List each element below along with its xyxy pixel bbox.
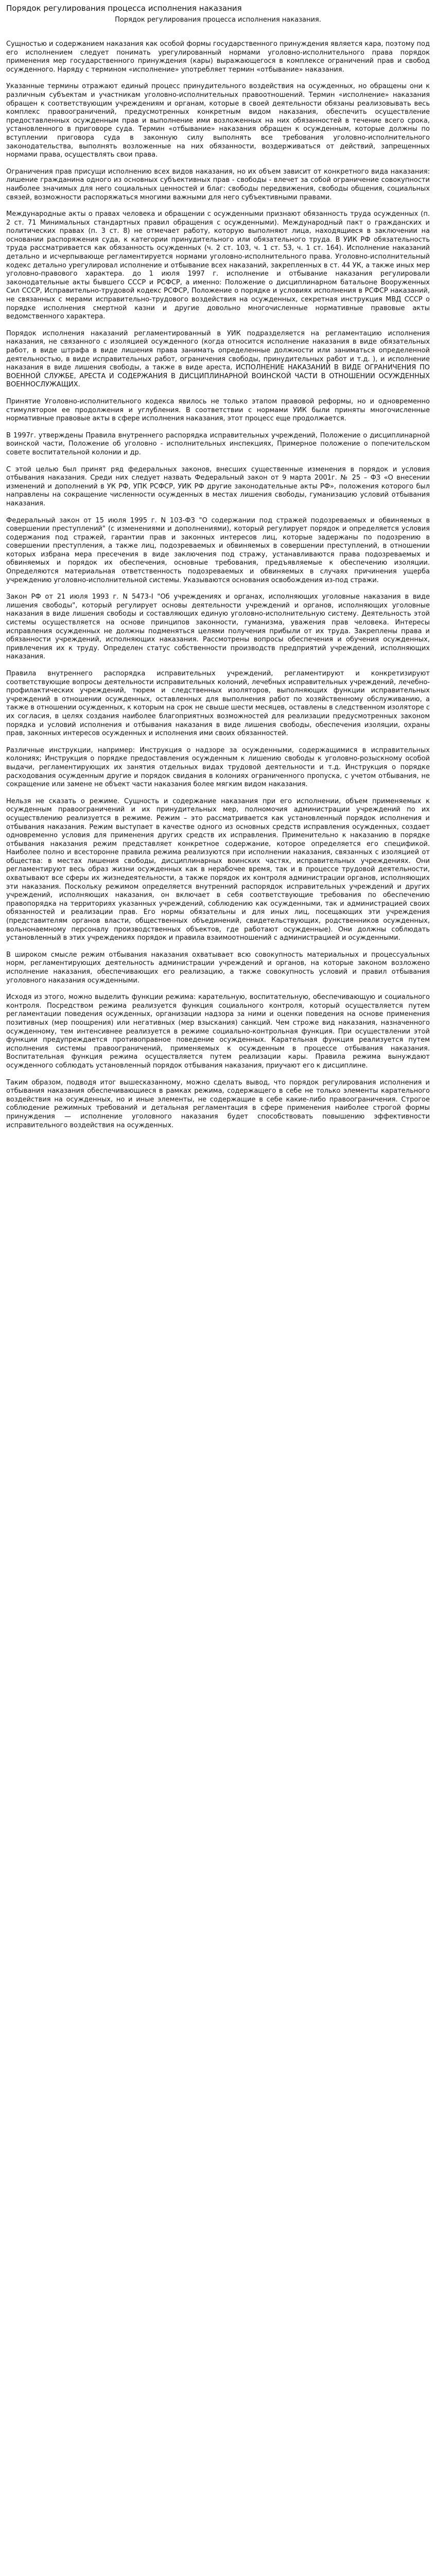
document-page (0, 0, 436, 1144)
paragraph: Международные акты о правах человека и обращении с осужденными признают обязанность труда осужденных (п. 2 ст. 71 Минимальных стандартных правил обращения с осужденными). Международный пакт о гражданских и политических правах (п. 3 ст. 8) не отмечает работу, которую выполняют лица, находящиеся в заключении на основании распоряжения суда, к категории принудительного или обязательного труда. В УИК РФ обязательность труда рассматривается как обязанность осужденных (ч. 2 ст. 103, ч. 1 ст. 53, ч. 1 ст. 164). Исполнение наказаний детально и исчерпывающе регламентируется нормами уголовно-исполнительного права. Уголовно-исполнительный кодекс детально урегулировал исполнение и отбывание всех наказаний, закрепленных в ст. 44 УК, а также иных мер уголовно-правового характера. до 1 июля 1997 г. исполнение и отбывание наказания регулировали законодательные акты бывшего СССР и РСФСР, а именно: Положение о дисциплинарном батальоне Вооруженных Сил СССР, Исправительно-трудовой кодекс РСФСР, Положение о порядке и условиях исполнения в РСФСР наказаний, не связанных с мерами исправительно-трудового воздействия на осужденных, секретная инструкция МВД СССР о порядке исполнения смертной казни и другие довольно многочисленные нормативные правовые акты ведомственного характера. (6, 210, 430, 321)
paragraph: Правила внутреннего распорядка исправительных учреждений, регламентируют и конкретизируют соответствующие вопросы деятельности исправительных колоний, лечебных исправительных учреждений, лечебно-профилактических учреждений, тюрем и следственных изоляторов, выполняющих функции исправительных учреждений в отношении осужденных, оставленных для выполнения работ по хозяйственному обслуживанию, а также в отношении осужденных, к которым на срок не свыше шести месяцев, оставлены в следственном изоляторе с их согласия, в целях создания наиболее благоприятных возможностей для реализации предусмотренных законом порядка и условий исполнения и отбывания наказания в виде лишения свободы, обеспечения изоляции, охраны прав, законных интересов осужденных и исполнения ими своих обязанностей. (6, 670, 430, 738)
paragraph: Закон РФ от 21 июля 1993 г. N 5473-I "Об учреждениях и органах, исполняющих уголовные наказания в виде лишения свободы", который регулирует основы деятельности учреждений и органов, исполняющих уголовные наказания в виде лишения свободы и составляющих единую уголовно-исполнительную систему. Деятельность этой системы осуществляется на основе принципов законности, гуманизма, уважения прав человека. Интересы исправления осужденных не должны подменяться целями получения прибыли от их труда. Закреплены права и обязанности учреждений, исполняющих наказания. Рассмотрены вопросы обеспечения и обучения осужденных, привлечения их к труду. Определен статус собственности производств предприятий учреждений, исполняющих наказания. (6, 593, 430, 661)
paragraph: Сущностью и содержанием наказания как особой формы государственного принуждения является кара, поэтому под его исполнением следует понимать урегулированный нормами уголовно-исполнительного права порядок применения мер государственного принуждения (кары) выражающегося в комплексе ограничений прав и свобод осужденного. Наряду с термином «исполнение» употребляет термин «отбывание» наказания. (6, 40, 430, 74)
paragraph: Принятие Уголовно-исполнительного кодекса явилось не только этапом правовой реформы, но и одновременно стимулятором ее продолжения и углубления. В соответствии с нормами УИК были приняты многочисленные нормативные правовые акты в сфере исполнения наказания, этот процесс еще продолжается. (6, 397, 430, 423)
paragraph: Порядок исполнения наказаний регламентированный в УИК подразделяется на регламентацию исполнения наказания, не связанного с изоляцией осужденного (когда относится исполнение наказания в виде обязательных работ, в виде штрафа в виде лишения права занимать определенные должности или заниматься определенной деятельностью, в виде исправительных работ, ограничения свободы, принудительных работ и т.д. ), и исполнение наказания в виде лишения свободы, а также в виде ареста, ИСПОЛНЕНИЕ НАКАЗАНИЙ В ВИДЕ ОГРАНИЧЕНИЯ ПО ВОЕННОЙ СЛУЖБЕ, АРЕСТА И СОДЕРЖАНИЯ В ДИСЦИПЛИНАРНОЙ ВОИНСКОЙ ЧАСТИ В ОТНОШЕНИИ ОСУЖДЕННЫХ ВОЕННОСЛУЖАЩИХ. (6, 329, 430, 389)
paragraph: С этой целью был принят ряд федеральных законов, внесших существенные изменения в порядок и условия отбывания наказания. Среди них следует назвать Федеральный закон от 9 марта 2001г. № 25 – ФЗ «О внесении изменений и дополнений в УК РФ, УПК РСФСР, УИК РФ другие законодательные акты РФ», положения которого был направлены на сокращение численности осужденных в местах лишения свободы, гуманизацию условий отбывания наказания. (6, 465, 430, 507)
paragraph: Таким образом, подводя итог вышесказанному, можно сделать вывод, что порядок регулирования исполнения и отбывания наказания обеспечивающиеся в рамках режима, содержащего в себе не только элементы карательного воздействия на осужденных, но и иные элементы, не содержащие в себе какие-либо правоограничения. Строгое соблюдение режимных требований и детальная регламентация в сфере применения наиболее строгой формы принуждения — исполнение уголовного наказания будет способствовать повышению эффективности исправительного воздействия на осужденных. (6, 1078, 430, 1129)
paragraph: Нельзя не сказать о режиме. Сущность и содержание наказания при его исполнении, объем применяемых к осужденным правоограничений и их принудительных мер, полномочия администрации учреждений по их осуществлению реализуется в режиме. Режим – это рассматривается как установленный порядок исполнения и отбывания наказания. Режим выступает в качестве одного из основных средств исправления осужденных, создает одновременно условия для применения других средств их исправления. Применительно к наказанию в порядке отбывания наказания режим представляет конкретное содержание, которое определяется его спецификой. Наиболее полно и всесторонне правила режима реализуются при исполнении наказания, связанных с изоляцией от общества: в местах лишения свободы, дисциплинарных воинских частях, исправительных учреждениях. Они регламентируют весь образ жизни осужденных как в нерабочее время, так и в процессе трудовой деятельности, охватывают все сферы их жизнедеятельности, а также порядок их контроля администрации органов, исполняющих эти наказания. Поскольку режимом определяется внутренний распорядок исправительных учреждений и других учреждений, исполняющих наказания, он включает в себя соответствующие требования по обеспечению правопорядка на территориях указанных учреждений, соблюдению как осужденными, так и администрацией своих обязанностей и реализации прав. Его нормы обязательны и для иных лиц, посещающих эти учреждения (представителям органов власти, общественных объединений, свидетельствующих, родственников осужденных, вольнонаемному персоналу производственных объектов, где работают осужденные). Они должны соблюдать установленный в этих учреждениях порядок и правила взаимоотношений с администрацией и осужденными. (6, 797, 430, 942)
page-title: Порядок регулирования процесса исполнения наказания (6, 4, 242, 13)
paragraph: Указанные термины отражают единый процесс принудительного воздействия на осужденных, но обращены они к различным субъектам и участникам уголовно-исполнительных правоотношений. Термин «исполнение» наказания обращен к соответствующим учреждениям и органам, которые в своей деятельности обязаны реализовывать весь комплекс правоограничений, предусмотренных конкретным видом наказания, обеспечить осуществление предоставленных осужденным прав и выполнение ими возложенных на них обязанностей в течение всего срока, установленного в приговоре суда. Термин «отбывание» наказания обращен к осужденным, которые должны по вступлении приговора суда в законную силу выполнять все требования уголовно-исполнительного законодательства, выполнять возложенные на них обязанности, воздерживаться от действий, запрещенных нормами права, осуществлять свои права. (6, 82, 430, 159)
paragraph: Различные инструкции, например: Инструкция о надзоре за осужденными, содержащимися в исправительных колониях; Инструкция о порядке предоставления осужденным к лишению свободы к уголовно-розыскному особой выдачи, регламентирующих их занятия отдельных видах трудовой деятельности и т.д. Инструкция о порядке расходования осужденным другие и порядок свидания в колониях ограниченного пропуска, с учетом отбывания, не сокращение или замене не объект части наказания более мягким видом наказания. (6, 746, 430, 789)
paragraph: Исходя из этого, можно выделить функции режима: карательную, воспитательную, обеспечивающую и социального контроля. Посредством режима реализуется функция социального контроля, который осуществляется путем регламентации поведения осужденных, организации надзора за ними и оценки поведения на основе применения позитивных (мер поощрения) или негативных (мер взыскания) санкций. Чем строже вид наказания, назначенного осужденному, тем интенсивнее реализуется в режиме социально-контрольная функция. При осуществлении этой функции предупреждается противоправное поведение осужденных. Карательная функция реализуется путем исполнения системы правоограничений, применяемых к осужденным в процессе отбывания наказания. Воспитательная функция режима осуществляется путем реализации кары. Правила режима вынуждают осужденного соблюдать установленный порядок отбывания наказания, приучают его к дисциплине. (6, 993, 430, 1070)
paragraph: В широком смысле режим отбывания наказания охватывает всю совокупность материальных и процессуальных норм, регламентирующих деятельность администрации учреждений и органов, на которые законом возложено исполнение наказания, обеспечивающих его реализацию, а также совокупность условий и правил отбывания уголовного наказания осужденными. (6, 951, 430, 985)
paragraph: Федеральный закон от 15 июля 1995 г. N 103-ФЗ "О содержании под стражей подозреваемых и обвиняемых в совершении преступлений" (с изменениями и дополнениями), который регулирует порядок и определяется условия содержания под стражей, гарантии прав и законных интересов лиц, которые задержаны по подозрению в совершении преступления, а также лиц, подозреваемых и обвиняемых в совершении преступлений, в отношении которых избрана мера пресечения в виде заключения под стражу, устанавливаются права подозреваемых и обвиняемых и порядок их обеспечения, основные требования, предъявляемые к обеспечению изоляции. Определяются материальная ответственность подозреваемых и обвиняемых в случаях причинения ущерба учреждению уголовно-исполнительной системы. Указываются основания освобождения из-под стражи. (6, 516, 430, 584)
paragraph: В 1997г. утверждены Правила внутреннего распорядка исправительных учреждений, Положение о дисциплинарной воинской части, Положение об уголовно - исполнительных инспекциях, Примерное положение о попечительском совете воспитательной колонии и др. (6, 431, 430, 456)
page-subtitle: Порядок регулирования процесса исполнения наказания. (115, 16, 321, 24)
paragraph: Ограничения прав присущи исполнению всех видов наказания, но их объем зависит от конкретного вида наказания: лишение гражданина одного из основных субъективных прав - свободы - влечет за собой ограничение совокупности наиболее значимых для него социальных ценностей и благ: свободы передвижения, свободы общения, социальных связей, возможности распоряжаться многими важными для него субъективными правами. (6, 167, 430, 201)
article-body (6, 40, 430, 1130)
